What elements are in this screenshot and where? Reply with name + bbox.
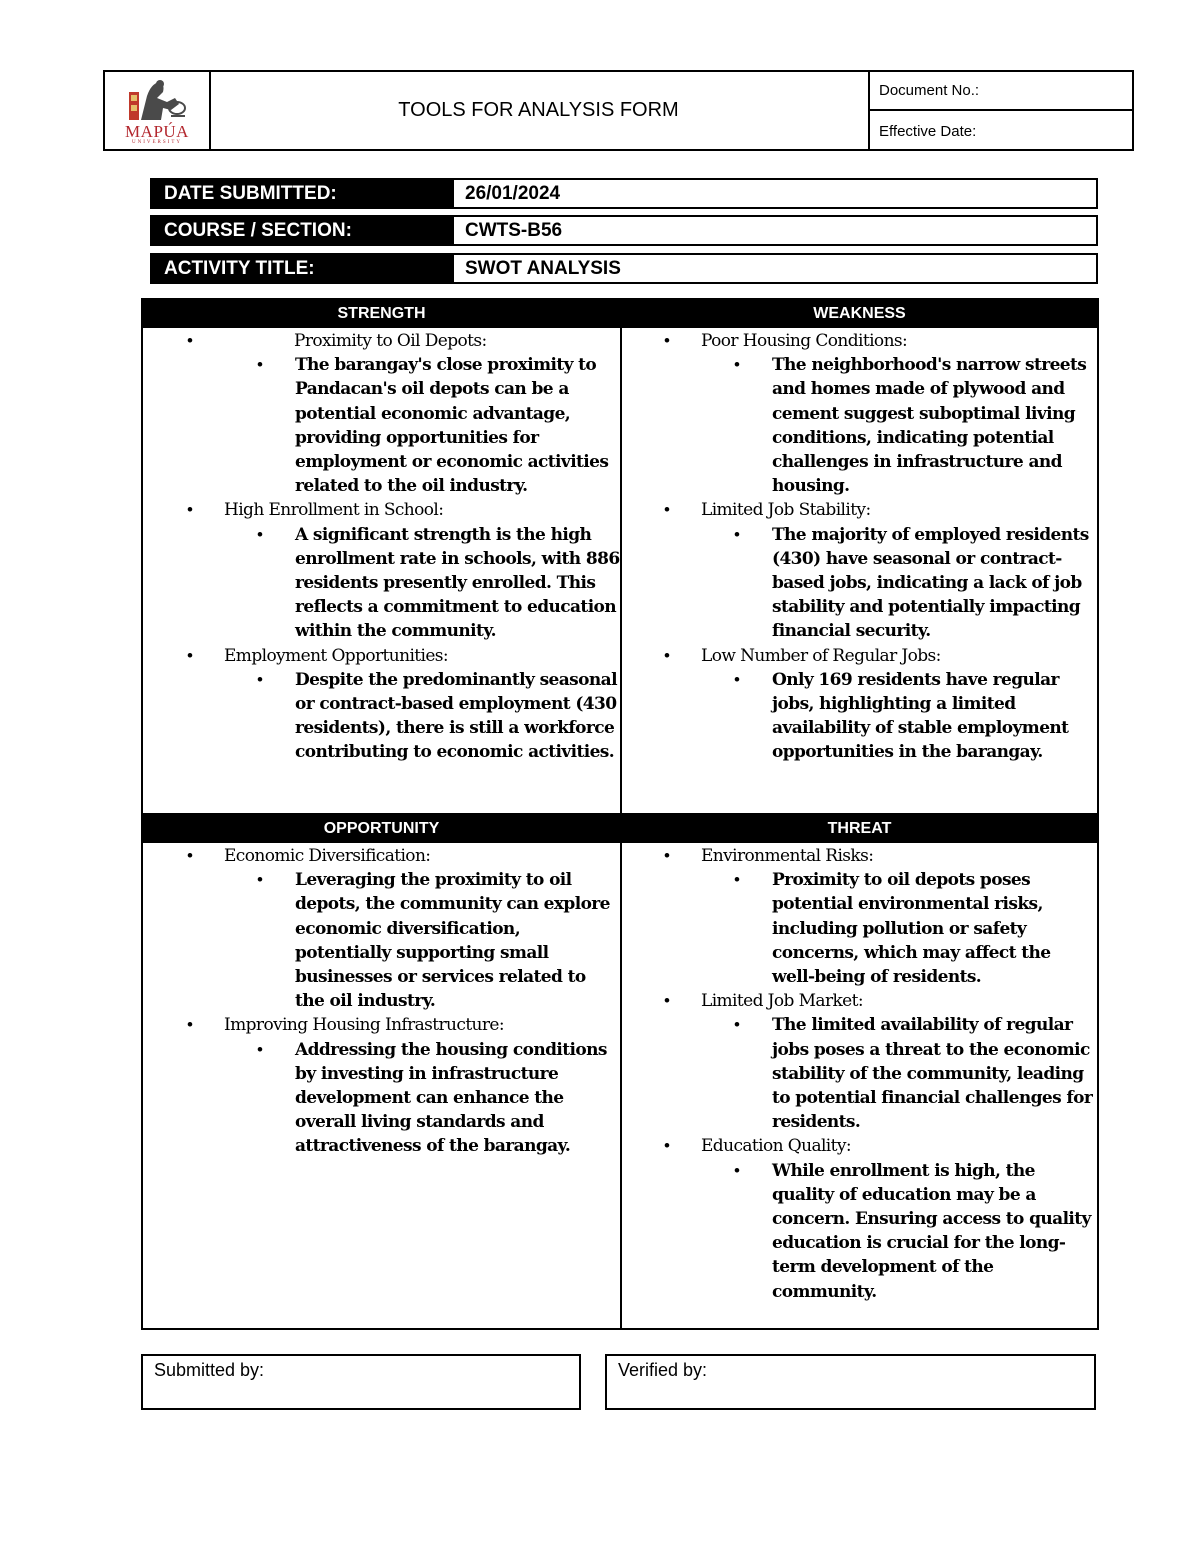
list-item: • The neighborhood's narrow streets and homes made of plywood and cement suggest suboptimal living conditions, indicating potential challenges in infrastructure and housing. (620, 353, 1097, 498)
list-item: • The limited availability of regular jobs poses a threat to the economic stability of the community, leading to potential financial challenges for residents. (620, 1013, 1097, 1134)
strength-heading: STRENGTH (143, 300, 620, 328)
effective-date-label: Effective Date: (879, 123, 977, 140)
list-item: • High Enrollment in School: (143, 498, 620, 522)
activity-title-label: ACTIVITY TITLE: (152, 255, 454, 282)
weakness-heading: WEAKNESS (622, 300, 1097, 328)
list-item: • Limited Job Stability: (620, 498, 1097, 522)
list-item: • Employment Opportunities: (143, 644, 620, 668)
list-item: • Education Quality: (620, 1134, 1097, 1158)
threat-section (620, 844, 1097, 1304)
date-submitted-value[interactable]: 26/01/2024 (465, 183, 561, 204)
opportunity-section (143, 844, 620, 1159)
swot-table (141, 298, 1099, 1330)
submitted-by-label: Submitted by: (154, 1360, 265, 1380)
list-item: • Proximity to oil depots poses potential environmental risks, including pollution or safety concerns, which may affect the well-being of residents. (620, 868, 1097, 989)
logo-cell (105, 72, 211, 149)
list-item: • A significant strength is the high enrollment rate in schools, with 886 residents presently enrolled. This reflects a commitment to education within the community. (143, 523, 620, 644)
logo-wordmark: MAPÚA (125, 122, 189, 141)
list-item: • Environmental Risks: (620, 844, 1097, 868)
submitted-by-field[interactable] (141, 1354, 581, 1410)
strength-section (143, 329, 620, 765)
logo-subtext: UNIVERSITY (132, 140, 182, 145)
list-item: • The barangay's close proximity to Pandacan's oil depots can be a potential economic advantage, providing opportunities for employment or economic activities related to the oil industry. (143, 353, 620, 498)
opportunity-heading: OPPORTUNITY (143, 815, 620, 843)
list-item: • Despite the predominantly seasonal or contract-based employment (430 residents), there is still a workforce contributing to economic activities. (143, 668, 620, 765)
form-title: TOOLS FOR ANALYSIS FORM (209, 72, 870, 149)
course-section-row (150, 215, 1098, 246)
form-header (103, 70, 1134, 151)
date-submitted-row (150, 178, 1098, 209)
activity-title-row (150, 253, 1098, 284)
verified-by-field[interactable] (605, 1354, 1096, 1410)
document-no-label: Document No.: (868, 72, 1132, 111)
list-item: • While enrollment is high, the quality of education may be a concern. Ensuring access to quality education is crucial for the long-term development of the community. (620, 1159, 1097, 1304)
list-item: • The majority of employed residents (430) have seasonal or contract-based jobs, indicating a lack of job stability and potentially impacting financial security. (620, 523, 1097, 644)
threat-heading: THREAT (622, 815, 1097, 843)
list-item: • Low Number of Regular Jobs: (620, 644, 1097, 668)
course-section-value[interactable]: CWTS-B56 (465, 220, 563, 241)
list-item: • Proximity to Oil Depots: (143, 329, 620, 353)
verified-by-label: Verified by: (618, 1360, 708, 1380)
list-item: • Improving Housing Infrastructure: (143, 1013, 620, 1037)
list-item: • Limited Job Market: (620, 989, 1097, 1013)
date-submitted-label: DATE SUBMITTED: (152, 180, 454, 207)
university-logo-icon (127, 78, 189, 122)
list-item: • Addressing the housing conditions by investing in infrastructure development can enhance the overall living standards and attractiveness of the barangay. (143, 1038, 620, 1159)
list-item: • Poor Housing Conditions: (620, 329, 1097, 353)
weakness-section (620, 329, 1097, 765)
list-item: • Leveraging the proximity to oil depots, the community can explore economic diversification, potentially supporting small businesses or services related to the oil industry. (143, 868, 620, 1013)
course-section-label: COURSE / SECTION: (152, 217, 454, 244)
list-item: • Economic Diversification: (143, 844, 620, 868)
activity-title-value[interactable]: SWOT ANALYSIS (465, 258, 621, 279)
list-item: • Only 169 residents have regular jobs, highlighting a limited availability of stable employment opportunities in the barangay. (620, 668, 1097, 765)
